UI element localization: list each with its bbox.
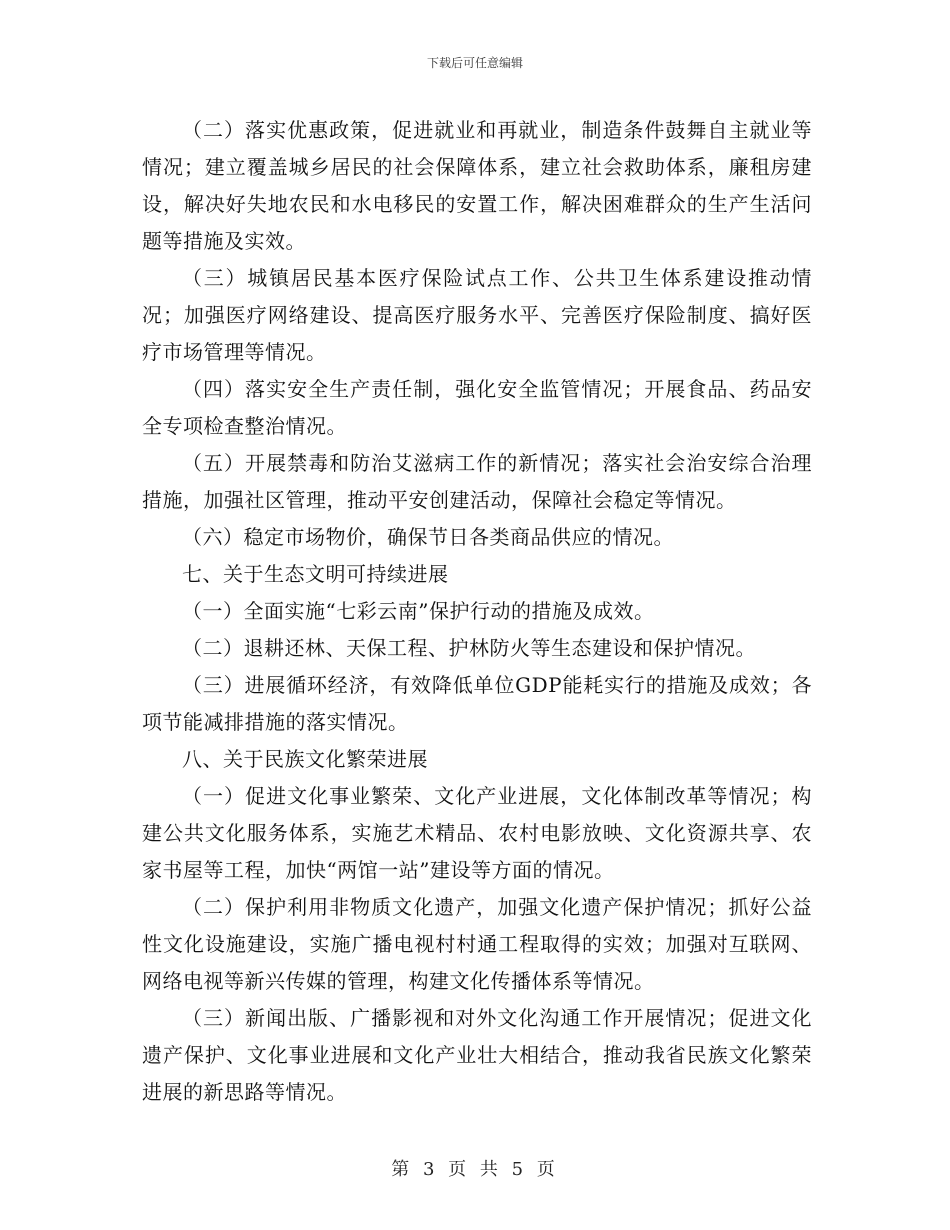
page-header-note: 下载后可任意编辑 [426, 56, 523, 70]
paragraph-heritage-protection: （二）保护利用非物质文化遗产，加强文化遗产保护情况；抓好公益性文化设施建设，实施广播电视村村通工程取得的实效；加强对互联网、网络电视等新兴传媒的管理，构建文化传播体系等情况。 [142, 895, 812, 993]
section-heading-culture: 八、关于民族文化繁荣进展 [182, 747, 428, 771]
paragraph-press-broadcast: （三）新闻出版、广播影视和对外文化沟通工作开展情况；促进文化遗产保护、文化事业进展和文化产业壮大相结合，推动我省民族文化繁荣进展的新思路等情况。 [142, 1006, 812, 1104]
paragraph-production-safety: （四）落实安全生产责任制，强化安全监管情况；开展食品、药品安全专项检查整治情况。 [142, 377, 812, 438]
section-heading-ecology: 七、关于生态文明可持续进展 [182, 562, 449, 586]
paragraph-drug-control: （五）开展禁毒和防治艾滋病工作的新情况；落实社会治安综合治理措施，加强社区管理，推动平安创建活动，保障社会稳定等情况。 [142, 451, 812, 512]
document-body [142, 112, 812, 1111]
paragraph-price-stability: （六）稳定市场物价，确保节日各类商品供应的情况。 [182, 525, 674, 549]
paragraph-reforestation: （二）退耕还林、天保工程、护林防火等生态建设和保护情况。 [182, 636, 756, 660]
page-number: 第 3 页 共 5 页 [391, 1159, 559, 1180]
paragraph-colorful-yunnan: （一）全面实施“七彩云南”保护行动的措施及成效。 [182, 599, 655, 623]
paragraph-medical-insurance: （三）城镇居民基本医疗保险试点工作、公共卫生体系建设推动情况；加强医疗网络建设、提高医疗服务水平、完善医疗保险制度、搞好医疗市场管理等情况。 [142, 266, 812, 364]
paragraph-cultural-industry: （一）促进文化事业繁荣、文化产业进展，文化体制改革等情况；构建公共文化服务体系，实施艺术精品、农村电影放映、文化资源共享、农家书屋等工程，加快“两馆一站”建设等方面的情况。 [142, 784, 812, 882]
paragraph-social-security: （二）落实优惠政策，促进就业和再就业，制造条件鼓舞自主就业等情况；建立覆盖城乡居民的社会保障体系，建立社会救助体系，廉租房建设，解决好失地农民和水电移民的安置工作，解决困难群众的生产生活问题等措施及实效。 [142, 118, 812, 253]
paragraph-circular-economy: （三）进展循环经济，有效降低单位GDP能耗实行的措施及成效；各项节能减排措施的落实情况。 [142, 673, 812, 734]
